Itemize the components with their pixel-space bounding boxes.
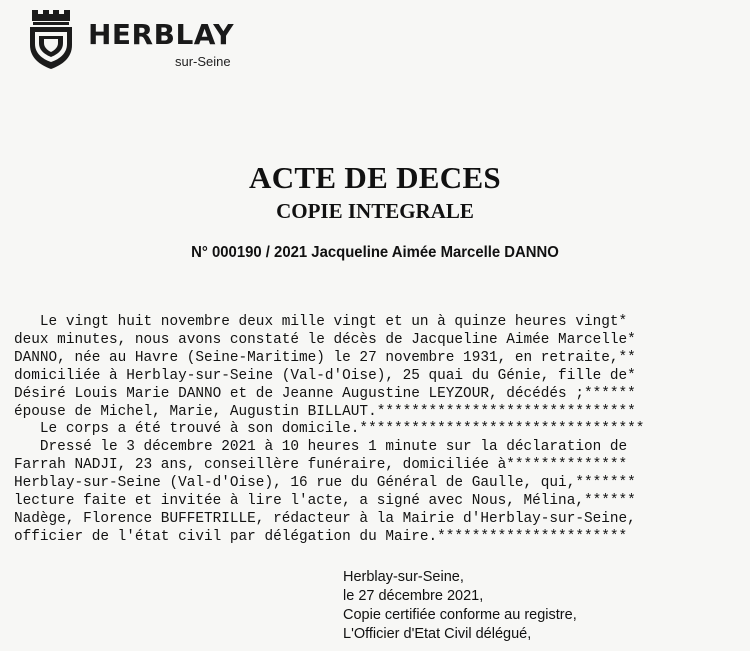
signature-officer: L'Officier d'Etat Civil délégué, [343, 626, 532, 642]
coat-of-arms-icon [26, 8, 76, 70]
body-line: Dressé le 3 décembre 2021 à 10 heures 1 minute sur la déclaration de [14, 439, 628, 455]
body-line: Désiré Louis Marie DANNO et de Jeanne Augustine LEYZOUR, décédés ;****** [14, 386, 636, 402]
body-line: Nadège, Florence BUFFETRILLE, rédacteur à la Mairie d'Herblay-sur-Seine, [14, 511, 636, 527]
body-line: DANNO, née au Havre (Seine-Maritime) le 27 novembre 1931, en retraite,** [14, 350, 636, 366]
document-subtitle: COPIE INTEGRALE [276, 199, 474, 223]
body-line: domiciliée à Herblay-sur-Seine (Val-d'Oise), 25 quai du Génie, fille de* [14, 368, 636, 384]
document-title: ACTE DE DECES [249, 160, 501, 195]
body-line: Farrah NADJI, 23 ans, conseillère funéraire, domiciliée à************** [14, 457, 628, 473]
body-line: Le vingt huit novembre deux mille vingt et un à quinze heures vingt* [14, 314, 628, 330]
signature-place: Herblay-sur-Seine, [343, 569, 464, 585]
body-line: Le corps a été trouvé à son domicile.********************************* [14, 421, 645, 437]
record-number: N° 000190 / 2021 Jacqueline Aimée Marcelle DANNO [191, 244, 559, 261]
brand-subtitle: sur-Seine [175, 54, 231, 69]
body-line: épouse de Michel, Marie, Augustin BILLAUT.****************************** [14, 404, 636, 420]
body-line: lecture faite et invitée à lire l'acte, a signé avec Nous, Mélina,****** [14, 493, 636, 509]
signature-certification: Copie certifiée conforme au registre, [343, 607, 577, 623]
body-line: deux minutes, nous avons constaté le décès de Jacqueline Aimée Marcelle* [14, 332, 636, 348]
signature-date: le 27 décembre 2021, [343, 588, 484, 604]
body-line: officier de l'état civil par délégation du Maire.********************** [14, 529, 628, 545]
body-line: Herblay-sur-Seine (Val-d'Oise), 16 rue du Général de Gaulle, qui,******* [14, 475, 636, 491]
brand-name: HERBLAY [88, 18, 235, 51]
